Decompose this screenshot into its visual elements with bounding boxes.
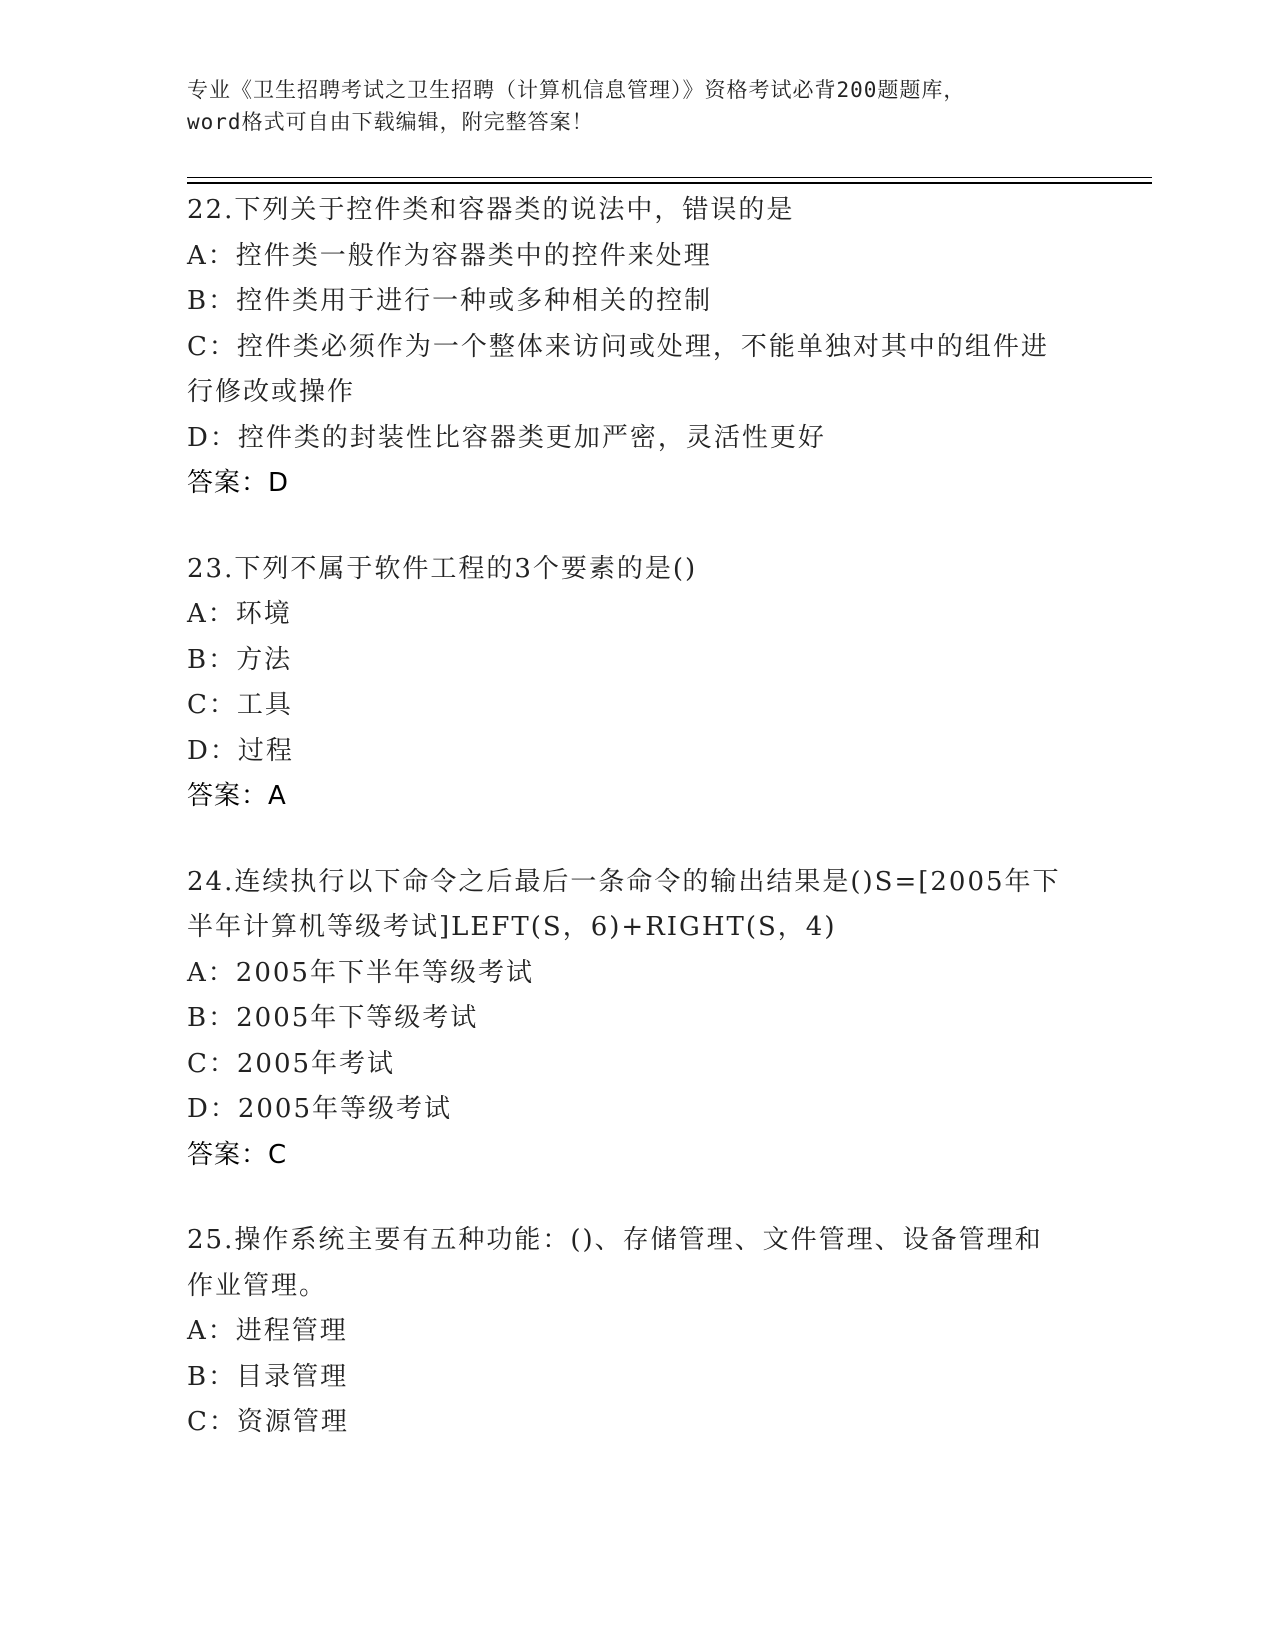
question-stem: 24.连续执行以下命令之后最后一条命令的输出结果是()S=[2005年下 [187, 866, 1061, 897]
document-header [187, 74, 1087, 138]
option-c: C：控件类必须作为一个整体来访问或处理，不能单独对其中的组件进 [187, 331, 1049, 362]
question-list [187, 188, 1087, 1486]
question-25 [187, 1218, 1087, 1446]
option-a: A：环境 [187, 599, 292, 629]
answer: 答案：C [187, 1139, 288, 1170]
option-c: C：2005年考试 [187, 1048, 396, 1079]
option-a: A：进程管理 [187, 1316, 348, 1346]
option-b: B：方法 [187, 644, 293, 675]
question-22 [187, 188, 1087, 507]
option-b: B：2005年下等级考试 [187, 1003, 479, 1033]
question-stem: 23.下列不属于软件工程的3个要素的是() [187, 553, 698, 584]
header-line-2: word格式可自由下载编辑，附完整答案！ [187, 110, 594, 134]
question-24 [187, 860, 1087, 1179]
option-b: B：目录管理 [187, 1361, 349, 1392]
header-divider-thin [187, 177, 1152, 178]
option-c: C：资源管理 [187, 1407, 349, 1437]
option-a: A：控件类一般作为容器类中的控件来处理 [187, 240, 712, 271]
answer: 答案：D [187, 468, 290, 498]
header-line-1: 专业《卫生招聘考试之卫生招聘（计算机信息管理）》资格考试必背200题题库， [187, 78, 966, 102]
question-stem-continued: 作业管理。 [187, 1270, 328, 1301]
question-23 [187, 547, 1087, 820]
question-stem: 25.操作系统主要有五种功能：()、存储管理、文件管理、设备管理和 [187, 1225, 1043, 1255]
question-stem-continued: 半年计算机等级考试]LEFT(S，6)+RIGHT(S，4) [187, 912, 837, 942]
option-c-continued: 行修改或操作 [187, 377, 356, 407]
option-d: D：2005年等级考试 [187, 1094, 453, 1124]
option-d: D：过程 [187, 735, 294, 766]
header-divider-thick [187, 182, 1152, 184]
option-a: A：2005年下半年等级考试 [187, 957, 534, 988]
option-d: D：控件类的封装性比容器类更加严密，灵活性更好 [187, 422, 826, 453]
answer: 答案：A [187, 781, 287, 811]
option-c: C：工具 [187, 690, 293, 720]
question-stem: 22.下列关于控件类和容器类的说法中，错误的是 [187, 195, 795, 225]
option-b: B：控件类用于进行一种或多种相关的控制 [187, 286, 713, 316]
